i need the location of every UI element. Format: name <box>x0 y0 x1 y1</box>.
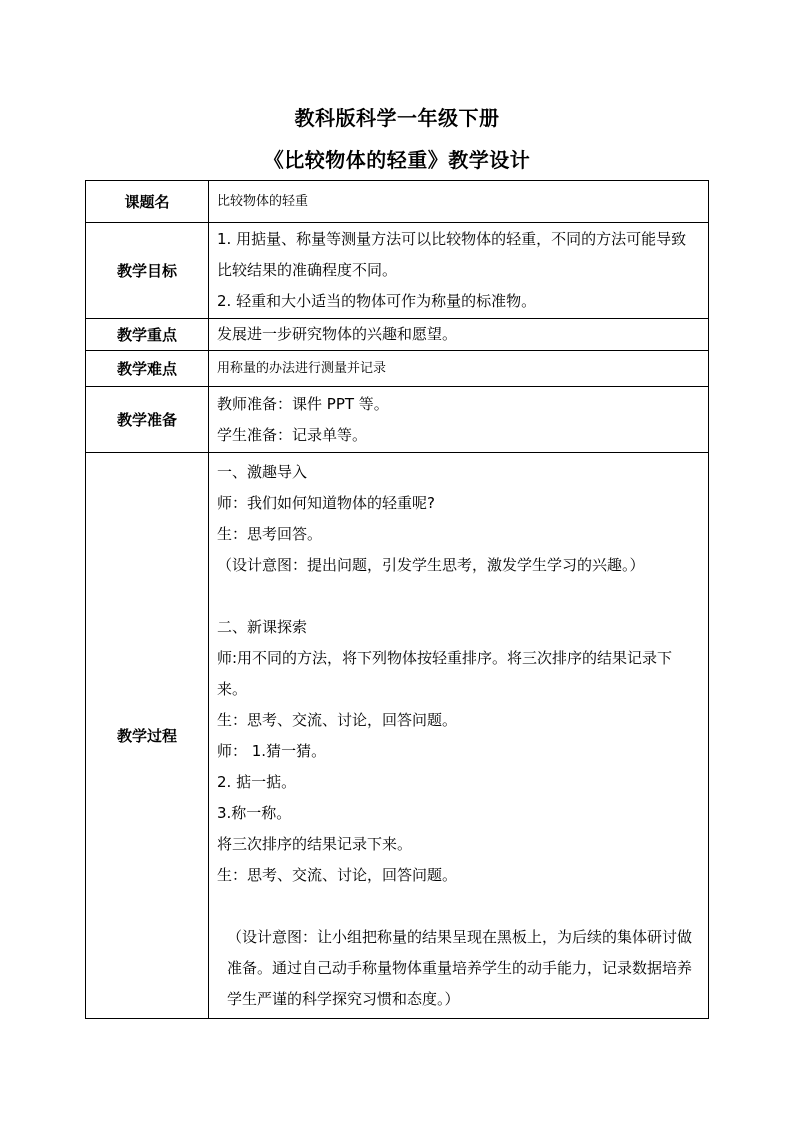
row-objectives <box>86 223 709 319</box>
label-objectives: 教学目标 <box>86 223 209 319</box>
row-key-point <box>86 319 709 351</box>
process-blank-1 <box>217 581 700 612</box>
process-line-9: 师： 1.猜一猜。 <box>217 741 327 760</box>
process-line-6: 二、新课探索 <box>217 617 308 636</box>
value-preparation <box>209 387 709 453</box>
value-process <box>209 453 709 1019</box>
row-process <box>86 453 709 1019</box>
objective-item-1: 1. 用掂量、称量等测量方法可以比较物体的轻重，不同的方法可能导致比较结果的准确程度不同。 <box>217 230 687 279</box>
row-topic <box>86 181 709 223</box>
prep-student: 学生准备：记录单等。 <box>217 425 368 444</box>
process-line-8: 生：思考、交流、讨论，回答问题。 <box>217 710 458 729</box>
process-line-13: 生：思考、交流、讨论，回答问题。 <box>217 865 458 884</box>
row-difficulty <box>86 351 709 387</box>
label-topic: 课题名 <box>86 181 209 223</box>
label-preparation: 教学准备 <box>86 387 209 453</box>
prep-teacher: 教师准备：课件 PPT 等。 <box>217 394 389 413</box>
value-key-point: 发展进一步研究物体的兴趣和愿望。 <box>209 319 709 351</box>
objective-item-2: 2. 轻重和大小适当的物体可作为称量的标准物。 <box>217 292 537 310</box>
label-process: 教学过程 <box>86 453 209 1019</box>
process-line-4: （设计意图：提出问题，引发学生思考，激发学生学习的兴趣。） <box>217 555 645 574</box>
label-key-point: 教学重点 <box>86 319 209 351</box>
document-title-course: 教科版科学一年级下册 <box>294 106 500 130</box>
value-objectives <box>209 223 709 319</box>
process-line-15: （设计意图：让小组把称量的结果呈现在黑板上，为后续的集体研讨做准备。通过自己动手称量物体重量培养学生的动手能力，记录数据培养学生严谨的科学探究习惯和态度。） <box>227 927 693 1008</box>
row-preparation <box>86 387 709 453</box>
value-difficulty: 用称量的办法进行测量并记录 <box>209 351 709 387</box>
process-blank-2 <box>217 891 700 922</box>
process-line-7: 师:用不同的方法，将下列物体按轻重排序。将三次排序的结果记录下来。 <box>217 648 673 698</box>
process-line-11: 3.称一称。 <box>217 803 292 822</box>
process-line-1: 一、激趣导入 <box>217 462 308 481</box>
label-difficulty: 教学难点 <box>86 351 209 387</box>
document-title-lesson: 《比较物体的轻重》教学设计 <box>263 148 531 172</box>
lesson-plan-table <box>85 180 709 1019</box>
process-line-3: 生：思考回答。 <box>217 524 323 543</box>
process-line-10: 2. 掂一掂。 <box>217 772 297 791</box>
value-topic: 比较物体的轻重 <box>209 181 709 223</box>
process-line-2: 师：我们如何知道物体的轻重呢? <box>217 493 435 512</box>
process-line-12: 将三次排序的结果记录下来。 <box>217 834 413 853</box>
